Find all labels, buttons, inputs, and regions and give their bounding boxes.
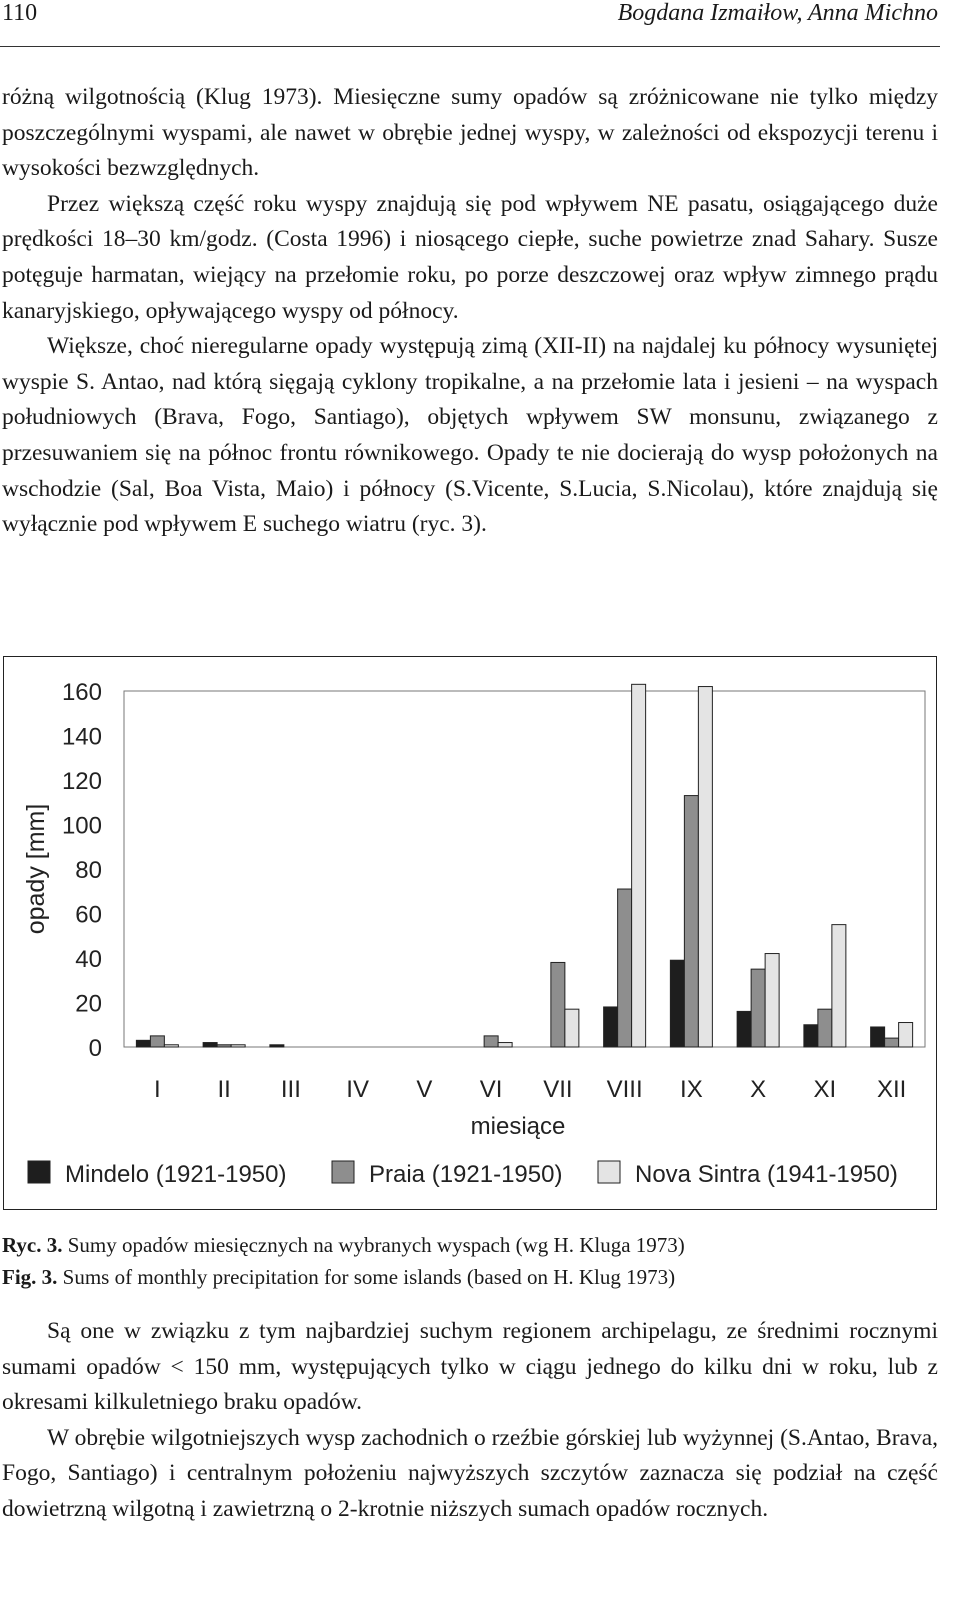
- bar: [270, 1045, 284, 1047]
- bar: [551, 962, 565, 1047]
- x-tick-label: X: [750, 1076, 767, 1103]
- bar: [751, 969, 765, 1047]
- bar: [618, 889, 632, 1047]
- figure-caption-pl: [2, 1229, 685, 1261]
- x-tick-label: VIII: [606, 1076, 643, 1103]
- y-tick-label: 120: [61, 768, 102, 795]
- caption-label-en: Fig. 3.: [2, 1265, 58, 1289]
- paragraph: Większe, choć nieregularne opady występują zimą (XII-II) na najdalej ku północy wysuniętej wyspie S. Antao, nad którą sięgają cyklony tropikalne, a na przełomie lata i jesieni – na wyspach południowych (Brava, Fogo, Santiago), objętych wpływem SW monsunu, związanego z przesuwaniem się na północ frontu równikowego. Opady te nie docierają do wysp położonych na wschodzie (Sal, Boa Vista, Maio) i północy (S.Vicente, S.Lucia, S.Nicolau), które znajdują się wyłącznie pod wpływem E suchego wiatru (ryc. 3).: [2, 333, 938, 538]
- bar: [604, 1007, 618, 1047]
- page-header: [0, 0, 940, 47]
- x-tick-label: I: [154, 1076, 161, 1103]
- bar: [804, 1025, 818, 1047]
- bar: [203, 1043, 217, 1047]
- running-head-authors: Bogdana Izmaiłow, Anna Michno: [617, 0, 938, 26]
- body-text-bottom: [2, 1314, 938, 1528]
- paragraph: różną wilgotnością (Klug 1973). Miesięczne sumy opadów są zróżnicowane nie tylko między poszczególnymi wyspami, ale nawet w obrębie jednej wyspy, w zależności od ekspozycji terenu i wysokości bezwzględnych.: [2, 84, 938, 182]
- legend-entry: Nova Sintra (1941-1950): [635, 1161, 898, 1188]
- y-tick-label: 40: [75, 946, 102, 973]
- plot-area: [124, 691, 925, 1047]
- bar: [818, 1009, 832, 1047]
- bar: [899, 1023, 913, 1047]
- bar: [698, 687, 712, 1047]
- bar: [484, 1036, 498, 1047]
- x-tick-label: VII: [543, 1076, 573, 1103]
- bar: [765, 954, 779, 1047]
- caption-text-pl: Sumy opadów miesięcznych na wybranych wyspach (wg H. Kluga 1973): [62, 1233, 685, 1257]
- y-tick-label: 140: [61, 723, 102, 751]
- y-tick-label: 20: [75, 990, 102, 1018]
- x-axis-label: miesiące: [470, 1113, 566, 1140]
- legend-entry: Mindelo (1921-1950): [65, 1161, 287, 1188]
- caption-text-en: Sums of monthly precipitation for some islands (based on H. Klug 1973): [57, 1265, 676, 1289]
- legend-swatch: [332, 1161, 354, 1183]
- body-text-top: [2, 80, 938, 543]
- y-tick-label: 0: [88, 1035, 102, 1062]
- paragraph: Są one w związku z tym najbardziej suchym regionem archipelagu, ze średnimi rocznymi sumami opadów < 150 mm, występujących tylko w ciągu jednego do kilku dni w roku, lub z okresami kilkuletniego braku opadów.: [2, 1318, 938, 1416]
- bar: [231, 1045, 245, 1047]
- x-tick-label: IV: [346, 1076, 369, 1103]
- bar: [871, 1027, 885, 1047]
- bar: [832, 925, 846, 1047]
- bar: [217, 1045, 231, 1047]
- y-tick-label: 80: [75, 857, 102, 884]
- bar: [737, 1011, 751, 1047]
- y-tick-label: 60: [75, 901, 102, 929]
- chart-svg: [4, 657, 938, 1211]
- y-tick-label: 160: [61, 679, 102, 706]
- caption-label-pl: Ryc. 3.: [2, 1233, 63, 1257]
- page-number: 110: [2, 0, 38, 26]
- x-tick-label: IX: [680, 1076, 703, 1103]
- paragraph: W obrębie wilgotniejszych wysp zachodnich o rzeźbie górskiej lub wyżynnej (S.Antao, Brava, Fogo, Santiago) i centralnym położeniu najwyższych szczytów zaznacza się podział na część dowietrzną wilgotną i zawietrzną o 2-krotnie niższych sumach opadów rocznych.: [2, 1424, 939, 1522]
- bar: [670, 960, 684, 1047]
- y-axis-label: opady [mm]: [22, 803, 50, 935]
- bar: [150, 1036, 164, 1047]
- x-tick-label: VI: [479, 1076, 503, 1103]
- bar: [498, 1043, 512, 1047]
- bar: [684, 796, 698, 1047]
- paragraph: Przez większą część roku wyspy znajdują się pod wpływem NE pasatu, osiągającego duże prędkości 18–30 km/godz. (Costa 1996) i niosącego ciepłe, suche powietrze znad Sahary. Susze potęguje harmatan, wiejący na przełomie roku, po porze deszczowej oraz wpływ zimnego prądu kanaryjskiego, opływającego wyspy od północy.: [2, 190, 938, 324]
- x-tick-label: XII: [876, 1076, 907, 1103]
- bar: [632, 684, 646, 1047]
- legend-swatch: [598, 1161, 620, 1183]
- x-tick-label: V: [416, 1076, 433, 1103]
- x-tick-label: XI: [813, 1076, 837, 1103]
- bar: [565, 1009, 579, 1047]
- legend-swatch: [28, 1161, 50, 1183]
- legend-entry: Praia (1921-1950): [369, 1161, 563, 1188]
- bar: [164, 1045, 178, 1047]
- bar: [136, 1040, 150, 1047]
- precipitation-chart: [3, 656, 937, 1210]
- figure-caption-en: [2, 1261, 675, 1293]
- y-tick-label: 100: [61, 812, 102, 840]
- bar: [885, 1038, 899, 1047]
- x-tick-label: II: [217, 1076, 231, 1103]
- x-tick-label: III: [280, 1076, 301, 1103]
